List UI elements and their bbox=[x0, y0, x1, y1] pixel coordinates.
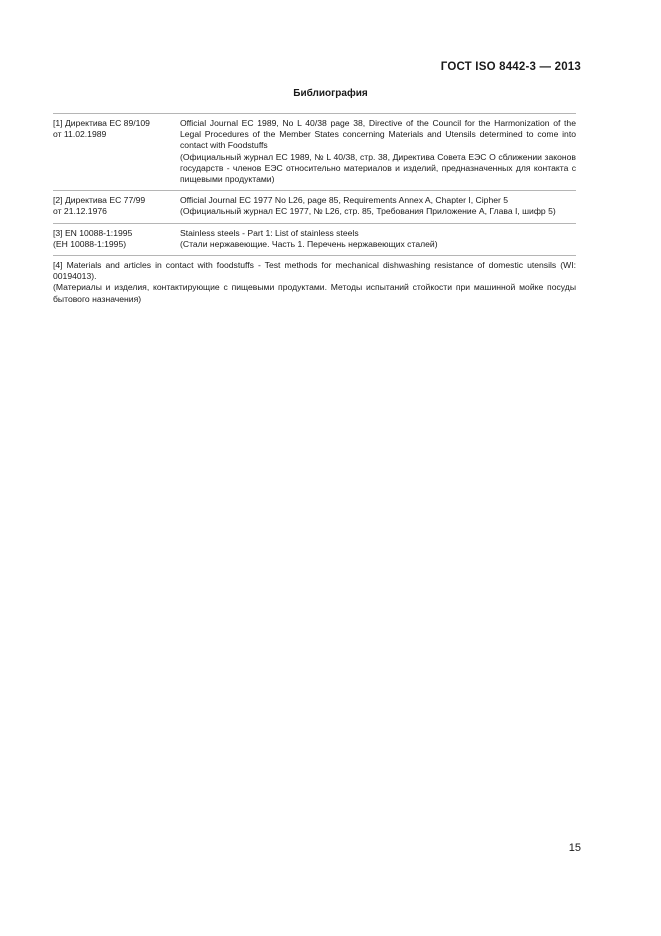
description-ru: (Стали нержавеющие. Часть 1. Перечень нержавеющих сталей) bbox=[180, 238, 438, 249]
reference-id: [3] EN 10088-1:1995 (ЕН 10088-1:1995) bbox=[53, 227, 133, 249]
page-number: 15 bbox=[568, 842, 581, 854]
bibliography-entry-1 bbox=[53, 114, 576, 190]
reference-id: [2] Директива ЕС 77/99 от 21.12.1976 bbox=[53, 195, 146, 217]
description-en: Official Journal EC 1977 No L26, page 85, Requirements Annex A, Chapter I, Cipher 5 bbox=[180, 195, 509, 206]
bibliography-entry-2 bbox=[53, 191, 576, 222]
bibliography-entry-4 bbox=[53, 256, 576, 310]
description-ru: (Материалы и изделия, контактирующие с пищевыми продуктами. Методы испытаний стойкости при машинной мойке посуды бытового назначения) bbox=[53, 282, 576, 304]
bibliography-title: Библиография bbox=[293, 88, 368, 99]
description-en: [4] Materials and articles in contact with foodstuffs - Test methods for mechanical dishwashing resistance of domestic utensils (WI: 00194013). bbox=[53, 260, 576, 282]
bibliography-list bbox=[53, 113, 576, 310]
reference-description bbox=[180, 195, 576, 217]
description-ru: (Официальный журнал ЕС 1989, № L 40/38, стр. 38, Директива Совета ЕЭС О сближении законов государств - членов ЕЭС относительно материалов и изделий, предназначенных для контакта с пищевыми продуктами) bbox=[180, 151, 576, 185]
description-en: Official Journal EC 1989, No L 40/38 page 38, Directive of the Council for the Harmonization of the Legal Procedures of the Member States concerning Materials and Utensils determined to come into contact with Foodstuffs bbox=[180, 118, 576, 151]
description-ru: (Официальный журнал ЕС 1977, № L26, стр. 85, Требования Приложение А, Глава I, шифр 5) bbox=[180, 206, 556, 217]
reference-description bbox=[180, 228, 576, 250]
reference-description bbox=[180, 118, 576, 185]
description-en: Stainless steels - Part 1: List of stainless steels bbox=[180, 227, 359, 238]
bibliography-entry-3 bbox=[53, 224, 576, 255]
reference-id: [1] Директива ЕС 89/109 от 11.02.1989 bbox=[53, 118, 150, 140]
document-header: ГОСТ ISO 8442-3 — 2013 bbox=[440, 61, 581, 73]
